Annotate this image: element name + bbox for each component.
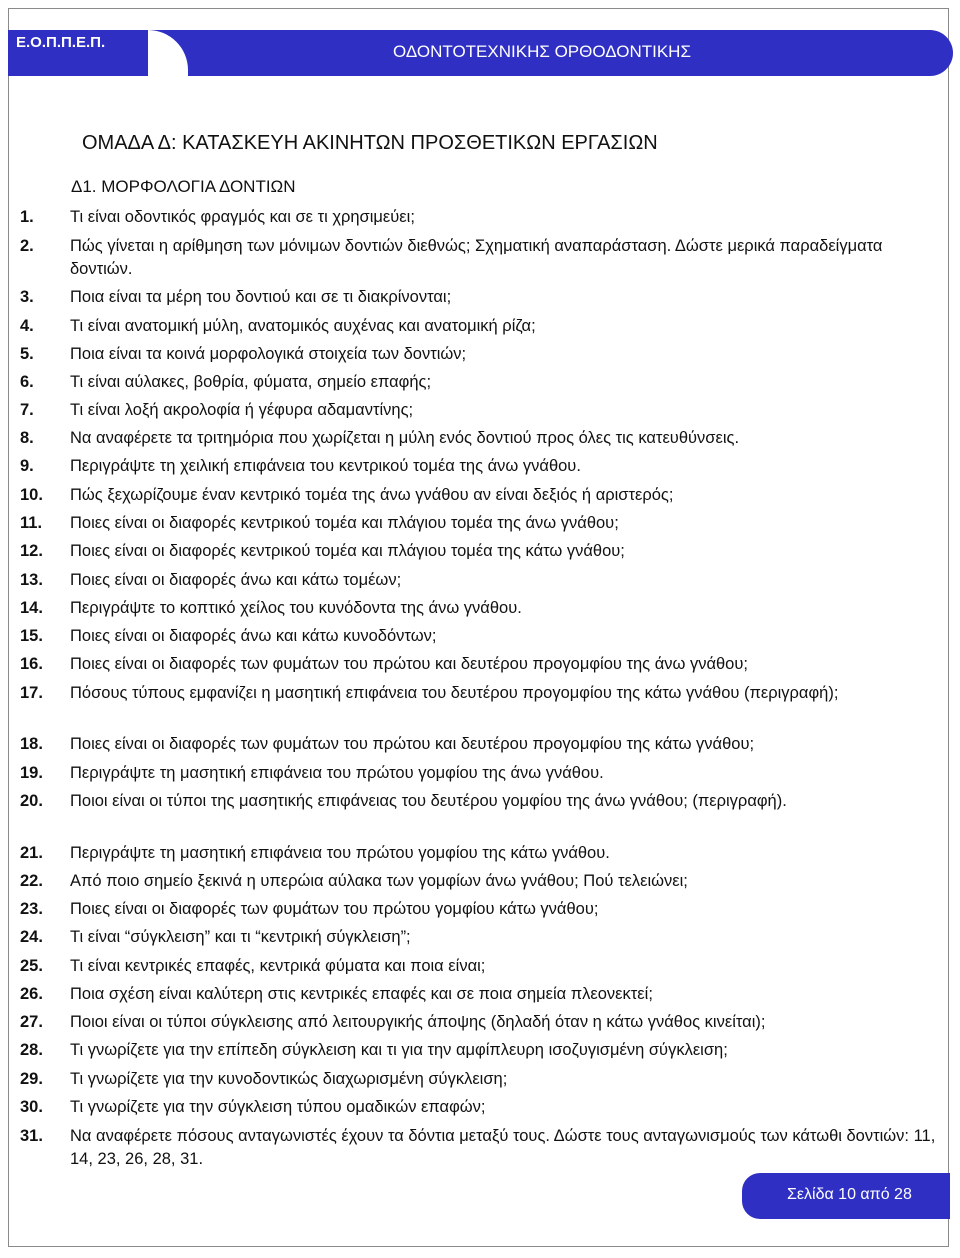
question-number: 22. bbox=[20, 872, 43, 890]
question-number: 23. bbox=[20, 900, 43, 918]
question-number: 6. bbox=[20, 373, 34, 391]
question-number: 28. bbox=[20, 1041, 43, 1059]
question-number: 7. bbox=[20, 401, 34, 419]
question-number: 4. bbox=[20, 317, 34, 335]
question-text: Περιγράψτε τη χειλική επιφάνεια του κεντρικού τομέα της άνω γνάθου. bbox=[70, 457, 581, 475]
question-text: Τι είναι ανατομική μύλη, ανατομικός αυχένας και ανατομική ρίζα; bbox=[70, 317, 536, 335]
question-text: Ποιες είναι οι διαφορές άνω και κάτω κυνοδόντων; bbox=[70, 627, 437, 645]
question-text: Ποιες είναι οι διαφορές άνω και κάτω τομέων; bbox=[70, 571, 402, 589]
question-number: 15. bbox=[20, 627, 43, 645]
question-number: 26. bbox=[20, 985, 43, 1003]
question-number: 24. bbox=[20, 928, 43, 946]
question-text: Ποιες είναι οι διαφορές των φυμάτων του πρώτου και δευτέρου προγομφίου της άνω γνάθου; bbox=[70, 655, 748, 673]
page-header bbox=[8, 30, 953, 76]
page-footer bbox=[742, 1173, 950, 1219]
question-text: Τι είναι κεντρικές επαφές, κεντρικά φύματα και ποια είναι; bbox=[70, 957, 486, 975]
question-text: Πώς γίνεται η αρίθμηση των μόνιμων δοντιών διεθνώς; Σχηματική αναπαράσταση. Δώστε μερικά παραδείγματα δοντιών. bbox=[70, 237, 883, 278]
question-text: Ποια σχέση είναι καλύτερη στις κεντρικές επαφές και σε ποια σημεία πλεονεκτεί; bbox=[70, 985, 653, 1003]
question-text: Ποιοι είναι οι τύποι της μασητικής επιφάνειας του δευτέρου γομφίου της άνω γνάθου; (περιγραφή). bbox=[70, 792, 787, 810]
question-text: Ποιες είναι οι διαφορές κεντρικού τομέα και πλάγιου τομέα της κάτω γνάθου; bbox=[70, 542, 625, 560]
page-number: Σελίδα 10 από 28 bbox=[787, 1186, 912, 1203]
question-text: Τι είναι “σύγκλειση” και τι “κεντρική σύγκλειση”; bbox=[70, 928, 411, 946]
question-text: Τι είναι οδοντικός φραγμός και σε τι χρησιμεύει; bbox=[70, 208, 415, 226]
question-number: 9. bbox=[20, 457, 34, 475]
subsection-title: Δ1. ΜΟΡΦΟΛΟΓΙΑ ΔΟΝΤΙΩΝ bbox=[71, 177, 296, 196]
header-org-label: Ε.Ο.Π.Π.Ε.Π. bbox=[16, 34, 106, 51]
question-text: Τι γνωρίζετε για την σύγκλειση τύπου ομαδικών επαφών; bbox=[70, 1098, 486, 1116]
question-text: Ποιοι είναι οι τύποι σύγκλεισης από λειτουργικής άποψης (δηλαδή όταν η κάτω γνάθος κινείται); bbox=[70, 1013, 766, 1031]
question-text: Τι είναι αύλακες, βοθρία, φύματα, σημείο επαφής; bbox=[70, 373, 432, 391]
question-number: 19. bbox=[20, 764, 43, 782]
question-number: 5. bbox=[20, 345, 34, 363]
question-text: Τι γνωρίζετε για την επίπεδη σύγκλειση και τι για την αμφίπλευρη ισοζυγισμένη σύγκλειση; bbox=[70, 1041, 728, 1059]
header-title: ΟΔΟΝΤΟΤΕΧΝΙΚΗΣ ΟΡΘΟΔΟΝΤΙΚΗΣ bbox=[393, 42, 691, 61]
question-number: 27. bbox=[20, 1013, 43, 1031]
question-text: Τι είναι λοξή ακρολοφία ή γέφυρα αδαμαντίνης; bbox=[70, 401, 414, 419]
question-number: 13. bbox=[20, 571, 43, 589]
question-number: 30. bbox=[20, 1098, 43, 1116]
question-number: 10. bbox=[20, 486, 43, 504]
question-number: 31. bbox=[20, 1127, 43, 1145]
header-banner bbox=[148, 30, 953, 76]
question-text: Να αναφέρετε πόσους ανταγωνιστές έχουν τα δόντια μεταξύ τους. Δώστε τους ανταγωνισμούς των κάτωθι δοντιών: 11, 14, 23, 26, 28, 31. bbox=[70, 1127, 936, 1168]
question-number: 18. bbox=[20, 735, 43, 753]
question-number: 12. bbox=[20, 542, 43, 560]
question-text: Τι γνωρίζετε για την κυνοδοντικώς διαχωρισμένη σύγκλειση; bbox=[70, 1070, 508, 1088]
question-number: 3. bbox=[20, 288, 34, 306]
question-number: 8. bbox=[20, 429, 34, 447]
question-text: Ποιες είναι οι διαφορές κεντρικού τομέα και πλάγιου τομέα της άνω γνάθου; bbox=[70, 514, 619, 532]
question-number: 2. bbox=[20, 237, 34, 255]
question-text: Ποια είναι τα κοινά μορφολογικά στοιχεία των δοντιών; bbox=[70, 345, 467, 363]
question-text: Περιγράψτε το κοπτικό χείλος του κυνόδοντα της άνω γνάθου. bbox=[70, 599, 522, 617]
question-text: Ποιες είναι οι διαφορές των φυμάτων του πρώτου γομφίου κάτω γνάθου; bbox=[70, 900, 599, 918]
question-number: 16. bbox=[20, 655, 43, 673]
question-number: 25. bbox=[20, 957, 43, 975]
question-number: 14. bbox=[20, 599, 43, 617]
question-number: 21. bbox=[20, 844, 43, 862]
question-number: 17. bbox=[20, 684, 43, 702]
question-text: Πώς ξεχωρίζουμε έναν κεντρικό τομέα της άνω γνάθου αν είναι δεξιός ή αριστερός; bbox=[70, 486, 674, 504]
section-title: ΟΜΑΔΑ Δ: ΚΑΤΑΣΚΕΥΗ ΑΚΙΝΗΤΩΝ ΠΡΟΣΘΕΤΙΚΩΝ ΕΡΓΑΣΙΩΝ bbox=[82, 132, 658, 154]
question-text: Να αναφέρετε τα τριτημόρια που χωρίζεται η μύλη ενός δοντιού προς όλες τις κατευθύνσεις. bbox=[70, 429, 740, 447]
header-org bbox=[8, 30, 148, 76]
question-number: 29. bbox=[20, 1070, 43, 1088]
question-text: Από ποιο σημείο ξεκινά η υπερώια αύλακα των γομφίων άνω γνάθου; Πού τελειώνει; bbox=[70, 872, 688, 890]
question-number: 11. bbox=[20, 514, 43, 532]
question-number: 1. bbox=[20, 208, 34, 226]
question-number: 20. bbox=[20, 792, 43, 810]
question-text: Περιγράψτε τη μασητική επιφάνεια του πρώτου γομφίου της άνω γνάθου. bbox=[70, 764, 604, 782]
question-text: Ποιες είναι οι διαφορές των φυμάτων του πρώτου και δευτέρου προγομφίου της κάτω γνάθου; bbox=[70, 735, 755, 753]
question-text: Πόσους τύπους εμφανίζει η μασητική επιφάνεια του δευτέρου προγομφίου της κάτω γνάθου (περιγραφή); bbox=[70, 684, 839, 702]
question-text: Περιγράψτε τη μασητική επιφάνεια του πρώτου γομφίου της κάτω γνάθου. bbox=[70, 844, 610, 862]
question-text: Ποια είναι τα μέρη του δοντιού και σε τι διακρίνονται; bbox=[70, 288, 452, 306]
